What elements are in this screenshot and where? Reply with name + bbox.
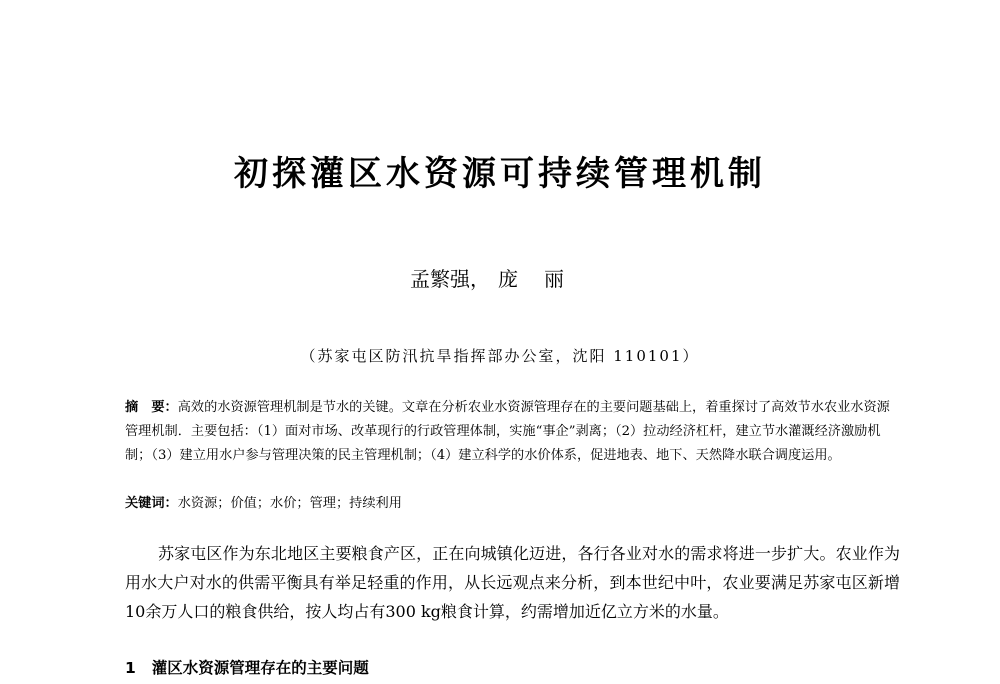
author-name-2: 庞丽 bbox=[498, 267, 590, 291]
paper-title: 初探灌区水资源可持续管理机制 bbox=[234, 154, 766, 194]
abstract-label: 摘 要： bbox=[125, 400, 178, 415]
author-line bbox=[0, 263, 1000, 292]
section-heading bbox=[125, 656, 369, 678]
keywords-label: 关键词： bbox=[125, 496, 178, 511]
section-number: 1 bbox=[125, 659, 136, 677]
body-paragraph: 苏家屯区作为东北地区主要粮食产区，正在向城镇化迈进，各行各业对水的需求将进一步扩大。农业作为用水大户对水的供需平衡具有举足轻重的作用，从长远观点来分析，到本世纪中叶，农业要满足苏家屯区新增10余万人口的粮食供给，按人均占有300 kg粮食计算，约需增加近亿立方米的水量。 bbox=[125, 544, 900, 621]
section-title: 灌区水资源管理存在的主要问题 bbox=[151, 659, 369, 677]
abstract-text: 高效的水资源管理机制是节水的关键。文章在分析农业水资源管理存在的主要问题基础上，着重探讨了高效节水农业水资源管理机制．主要包括：（1）面对市场、改革现行的行政管理体制，实施“事企”剥离；（2）拉动经济杠杆，建立节水灌溉经济激励机制；（3）建立用水户参与管理决策的民主管理机制；（4）建立科学的水价体系，促进地表、地下、天然降水联合调度运用。 bbox=[125, 400, 890, 463]
author-name-1: 孟繁强 bbox=[410, 267, 470, 291]
keywords-text: 水资源；价值；水价；管理；持续利用 bbox=[177, 496, 402, 511]
affiliation: （苏家屯区防汛抗旱指挥部办公室，沈阳 110101） bbox=[300, 347, 700, 365]
author-separator: ， bbox=[470, 267, 490, 291]
abstract bbox=[125, 396, 900, 468]
keywords bbox=[125, 492, 900, 516]
